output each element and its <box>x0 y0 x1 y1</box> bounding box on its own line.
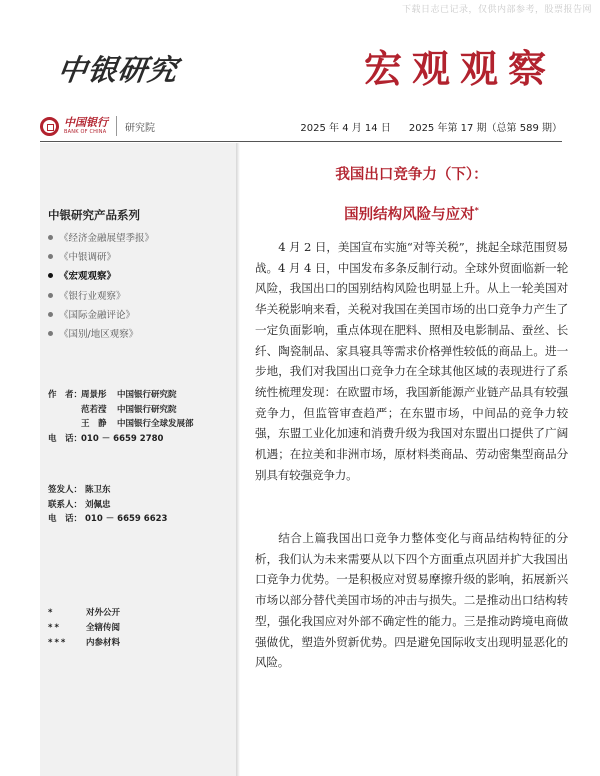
author-name: 范若滢 <box>81 404 107 415</box>
author-phone: 010 － 6659 2780 <box>81 433 164 444</box>
author-row <box>48 403 194 418</box>
bullet-icon <box>48 254 53 259</box>
title-footnote-mark: * <box>474 206 479 216</box>
sidebar <box>40 143 236 776</box>
article-title-line2: 国别结构风险与应对* <box>344 206 479 223</box>
issue-date: 2025 年 4 月 14 日 <box>300 123 391 134</box>
distribution-stars: ** <box>48 623 61 633</box>
distribution-label: 内参材料 <box>86 638 121 648</box>
author-org: 中国银行全球发展部 <box>117 419 194 429</box>
series-item: 《国际金融评论》 <box>48 306 154 325</box>
signoff-value: 010 － 6659 6623 <box>85 514 168 524</box>
issue-info <box>300 119 562 134</box>
distribution-legend <box>48 606 120 651</box>
bank-of-china-logo-icon <box>40 117 59 136</box>
bank-logo-cn: 中国银行 <box>64 116 108 129</box>
distribution-row <box>48 621 120 636</box>
series-item: 《国别/地区观察》 <box>48 325 154 344</box>
author-row <box>48 417 194 432</box>
author-block <box>48 388 194 446</box>
author-name: 王 静 <box>81 419 107 429</box>
bank-logo-en: BANK OF CHINA <box>64 129 107 135</box>
signoff-block <box>48 483 167 527</box>
bank-logo-text <box>64 117 108 135</box>
sidebar-shadow <box>236 143 240 776</box>
article-paragraph: 结合上篇我国出口竞争力整体变化与商品结构特征的分析，我们认为未来需要从以下四个方面重点巩固并扩大我国出口竞争力优势。一是积极应对贸易摩擦升级的影响，拓展新兴市场以部分替代美国市场的冲击与损失。二是推动出口结构转型，强化我国应对外部不确定性的能力。三是推动跨境电商做强做优，塑造外贸新优势。四是避免国际收支出现明显恶化的风险。 <box>255 531 568 670</box>
author-row: 作 者： 周景彤 中国银行研究院 <box>48 388 194 403</box>
series-item: 《中银调研》 <box>48 248 154 267</box>
institute-label: 研究院 <box>125 122 155 134</box>
bullet-icon <box>48 235 53 240</box>
download-notice: 下载日志已记录，仅供内部参考，股票报告网 <box>401 5 592 15</box>
author-phone-row: 电 话： 010 － 6659 2780 <box>48 432 194 447</box>
distribution-stars: *** <box>48 638 68 648</box>
series-title: 中银研究产品系列 <box>48 208 140 222</box>
series-item: 《经济金融展望季报》 <box>48 229 154 248</box>
article-title-line1: 我国出口竞争力（下）： <box>335 167 488 183</box>
signoff-row: 签发人： 陈卫东 <box>48 483 167 498</box>
bullet-icon <box>48 273 53 278</box>
article-paragraph: 4 月 2 日，美国宣布实施“对等关税”，挑起全球范围贸易战。4 月 4 日，中国发布多条反制行动。全球外贸面临新一轮风险，我国出口的国别结构风险也明显上升。从上一轮美国对华关税影响来看，关税对我国在美国市场的出口竞争力产生了一定负面影响，重点体现在肥料、照相及电影制品、蚕丝、长纤、陶瓷制品、家具寝具等需求价格弹性较低的商品上。进一步地，我们对我国出口竞争力在全球其他区域的表现进行了系统性梳理发现：在欧盟市场，我国新能源产业链产品具有较强竞争力，但监管审查趋严；在东盟市场，中间品的竞争力较强，东盟工业化加速和消费升级为我国对东盟出口提供了广阔机遇；在拉美和非洲市场，原材料类商品、劳动密集型商品分别具有较强竞争力。 <box>255 240 568 482</box>
series-list <box>48 229 154 344</box>
signoff-value: 刘佩忠 <box>85 499 111 510</box>
signoff-row: 联系人： 刘佩忠 <box>48 498 167 513</box>
series-item-active: 《宏观观察》 <box>48 267 154 286</box>
signoff-row: 电 话： 010 － 6659 6623 <box>48 512 167 527</box>
distribution-row <box>48 606 120 621</box>
distribution-label: 全辖传阅 <box>86 623 121 633</box>
issue-number: 2025 年第 17 期（总第 589 期） <box>408 123 562 134</box>
publication-title: 宏观观察 <box>363 47 556 91</box>
signoff-value: 陈卫东 <box>85 485 111 495</box>
author-org: 中国银行研究院 <box>117 390 177 400</box>
bullet-icon <box>48 331 53 336</box>
bullet-icon <box>48 293 53 298</box>
distribution-row <box>48 636 120 651</box>
bullet-icon <box>48 312 53 317</box>
author-name: 周景彤 <box>81 390 107 400</box>
brand-logo-text: 中银研究 <box>55 53 181 87</box>
distribution-label: 对外公开 <box>86 608 121 618</box>
author-org: 中国银行研究院 <box>117 404 177 415</box>
header-divider <box>40 141 562 142</box>
bank-logo-block <box>40 110 155 142</box>
distribution-stars: * <box>48 608 55 618</box>
series-item: 《银行业观察》 <box>48 287 154 306</box>
logo-divider <box>116 116 117 136</box>
